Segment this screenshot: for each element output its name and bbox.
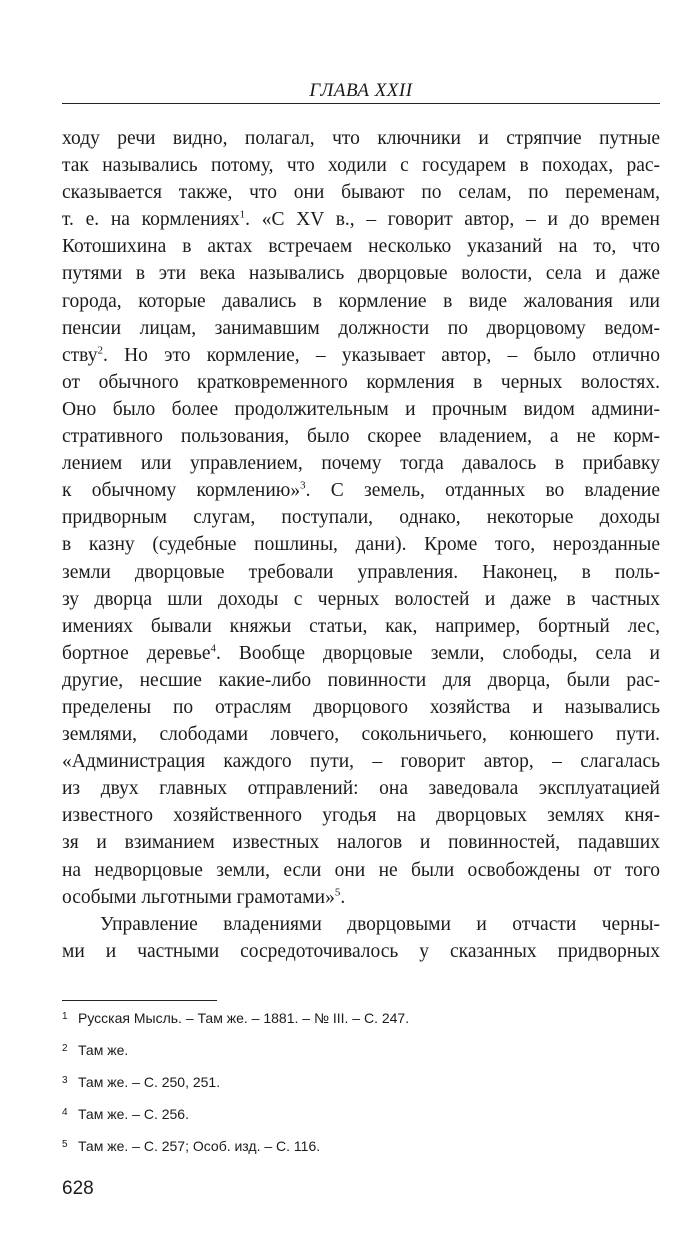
footnote-text: Там же. [78, 1042, 129, 1058]
text-line [62, 640, 660, 667]
text-fragment: к обычному кормлению» [62, 480, 301, 502]
text-fragment: . «С XV в., – говорит автор, – и до времен [245, 209, 660, 231]
text-line: имениях бывали княжьи статьи, как, например, бортный лес, [62, 615, 660, 637]
footnote-number: 3 [62, 1075, 68, 1086]
text-line [62, 206, 660, 233]
footnote-text: Там же. – С. 257; Особ. изд. – С. 116. [78, 1138, 321, 1154]
text-line: придворным слугам, поступали, однако, некоторые доходы [62, 507, 660, 529]
text-line: в казну (судебные пошлины, дани). Кроме того, нерозданные [62, 534, 660, 556]
text-line: землями, слободами ловчего, сокольничьего, конюшего пути. [62, 724, 660, 746]
chapter-header: ГЛАВА XXII [309, 80, 413, 101]
footnote-text: Там же. – С. 250, 251. [78, 1074, 221, 1090]
text-fragment: . С земель, отданных во владение [305, 480, 661, 502]
main-text [62, 125, 660, 965]
text-fragment: т. е. на кормлениях [62, 209, 240, 231]
text-line: другие, несшие какие-либо повинности для дворца, были рас- [62, 669, 660, 691]
header-rule [62, 103, 660, 104]
text-line: пенсии лицам, занимавшим должности по дворцовому ведом- [62, 317, 660, 339]
footnote-number: 5 [62, 1139, 68, 1150]
text-line: города, которые давались в кормление в виде жалования или [62, 290, 660, 312]
text-line: ми и частными сосредоточивалось у сказанных придворных [62, 940, 660, 962]
text-line: от обычного кратковременного кормления в черных волостях. [62, 371, 660, 393]
text-line: пределены по отраслям дворцового хозяйства и назывались [62, 696, 660, 718]
footnote-item [62, 1106, 660, 1138]
text-line: лением или управлением, почему тогда давалось в прибавку [62, 453, 660, 475]
footnote-item [62, 1042, 660, 1074]
text-line [62, 342, 660, 369]
footnote-ref: 2 [97, 344, 103, 357]
text-line: ходу речи видно, полагал, что ключники и стряпчие путные [62, 128, 660, 149]
footnote-ref: 1 [239, 208, 246, 221]
footnotes [62, 1010, 660, 1170]
text-line: на недворцовые земли, если они не были освобождены от того [62, 859, 660, 881]
text-fragment: . Но это кормление, – указывает автор, – было отлично [102, 344, 660, 366]
text-fragment: особыми льготными грамотами» [62, 886, 335, 908]
footnote-divider [62, 1000, 217, 1001]
text-line: из двух главных отправлений: она заведовала эксплуатацией [62, 778, 660, 800]
text-fragment: . Вообще дворцовые земли, слободы, села и [216, 642, 660, 664]
text-line: Котошихина в актах встречаем несколько указаний на то, что [62, 236, 660, 258]
text-line: путями в эти века назывались дворцовые волости, села и даже [62, 263, 660, 285]
text-line: сказывается также, что они бывают по селам, по переменам, [62, 182, 660, 204]
text-line: земли дворцовые требовали управления. Наконец, в поль- [62, 561, 660, 583]
text-fragment: . [340, 886, 346, 908]
footnote-number: 4 [62, 1107, 68, 1118]
footnote-item [62, 1074, 660, 1106]
text-fragment: ству [62, 344, 98, 366]
text-line: зу дворца шли доходы с черных волостей и даже в частных [62, 588, 660, 610]
text-line: Управление владениями дворцовыми и отчасти черны- [100, 913, 660, 935]
footnote-text: Там же. – С. 256. [78, 1106, 189, 1122]
footnote-number: 1 [62, 1011, 68, 1022]
text-line: стративного пользования, было скорее владением, а не корм- [62, 426, 660, 448]
footnote-ref: 5 [334, 886, 341, 899]
text-line [62, 884, 660, 911]
text-line: известного хозяйственного угодья на дворцовых землях кня- [62, 805, 660, 827]
text-line: зя и взиманием известных налогов и повинностей, падавших [62, 832, 660, 854]
footnote-item [62, 1138, 660, 1170]
footnote-item [62, 1010, 660, 1042]
text-line [62, 477, 660, 504]
footnote-text: Русская Мысль. – Там же. – 1881. – № III. – С. 247. [78, 1010, 410, 1026]
page-number: 628 [62, 1178, 94, 1199]
text-line: «Администрация каждого пути, – говорит автор, – слагалась [62, 751, 660, 773]
footnote-number: 2 [62, 1043, 68, 1054]
footnote-ref: 4 [210, 642, 217, 655]
text-fragment: бортное деревье [62, 642, 211, 664]
text-line: так назывались потому, что ходили с государем в походах, рас- [62, 155, 660, 177]
text-line: Оно было более продолжительным и прочным видом админи- [62, 398, 660, 420]
footnote-ref: 3 [300, 479, 306, 492]
